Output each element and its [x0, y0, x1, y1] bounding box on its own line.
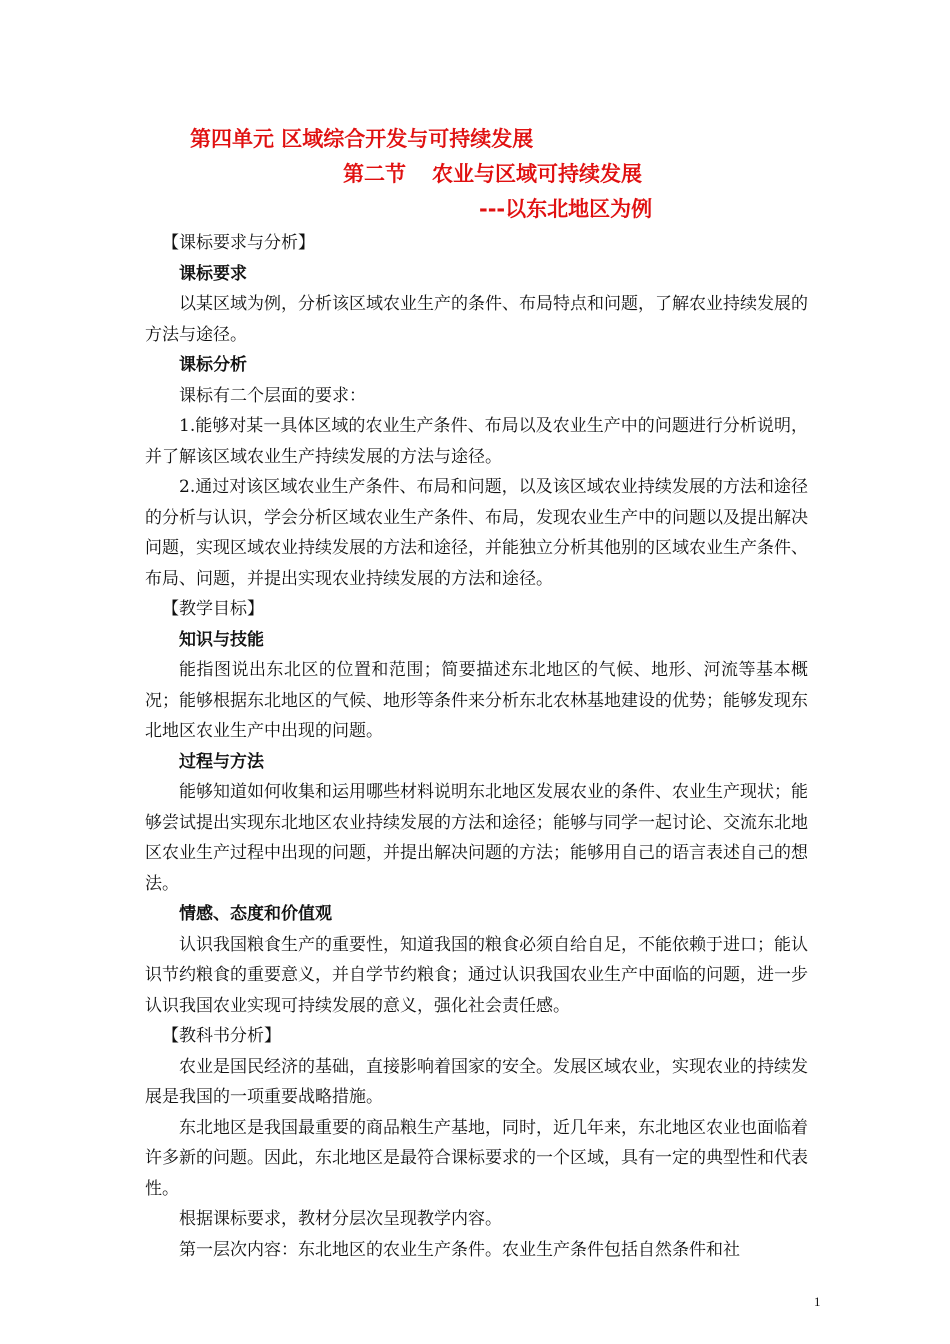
paragraph-knowledge-skills: 能指图说出东北区的位置和范围；简要描述东北地区的气候、地形、河流等基本概况；能够根据东北地区的气候、地形等条件来分析东北农林基地建设的优势；能够发现东北地区农业生产中出现的问题。 [145, 660, 808, 741]
heading-textbook-analysis: 【教科书分析】 [162, 1026, 281, 1046]
paragraph-two-levels: 课标有二个层面的要求： [179, 385, 366, 406]
document-body [145, 228, 808, 1265]
section-title: 农业与区域可持续发展 [432, 162, 642, 186]
page-number: 1 [814, 1294, 821, 1309]
paragraph-emotion-values: 认识我国粮食生产的重要性，知道我国的粮食必须自给自足，不能依赖于进口；能认识节约粮食的重要意义，并自学节约粮食；通过认识我国农业生产中面临的问题，进一步认识我国农业实现可持续发展的意义，强化社会责任感。 [145, 934, 808, 1016]
heading-standard-analysis: 【课标要求与分析】 [162, 233, 315, 253]
heading-emotion-values: 情感、态度和价值观 [179, 904, 332, 924]
paragraph-level-2: 2.通过对该区域农业生产条件、布局和问题，以及该区域农业持续发展的方法和途径的分析与认识，学会分析区域农业生产条件、布局，发现农业生产中的问题以及提出解决问题，实现区域农业持续发展的方法和途径，并能独立分析其他别的区域农业生产条件、布局、问题，并提出实现农业持续发展的方法和途径。 [145, 477, 808, 589]
paragraph-standard-requirement: 以某区域为例，分析该区域农业生产的条件、布局特点和问题，了解农业持续发展的方法与途径。 [145, 294, 808, 345]
unit-title: 第四单元 区域综合开发与可持续发展 [190, 127, 534, 151]
heading-standard-analysis-sub: 课标分析 [179, 355, 247, 375]
paragraph-textbook-2: 东北地区是我国最重要的商品粮生产基地，同时，近几年来，东北地区农业也面临着许多新的问题。因此，东北地区是最符合课标要求的一个区域，具有一定的典型性和代表性。 [145, 1117, 808, 1199]
paragraph-textbook-3: 根据课标要求，教材分层次呈现教学内容。 [179, 1209, 502, 1229]
heading-process-methods: 过程与方法 [179, 751, 264, 772]
paragraph-textbook-4: 第一层次内容：东北地区的农业生产条件。农业生产条件包括自然条件和社 [179, 1239, 740, 1260]
paragraph-level-1: 1.能够对某一具体区域的农业生产条件、布局以及农业生产中的问题进行分析说明，并了解该区域农业生产持续发展的方法与途径。 [145, 416, 808, 467]
heading-teaching-goals: 【教学目标】 [162, 599, 264, 619]
paragraph-textbook-1: 农业是国民经济的基础，直接影响着国家的安全。发展区域农业，实现农业的持续发展是我国的一项重要战略措施。 [145, 1056, 808, 1107]
section-heading [343, 158, 642, 188]
heading-standard-requirement: 课标要求 [179, 263, 247, 284]
heading-knowledge-skills: 知识与技能 [179, 629, 264, 650]
section-number: 第二节 [343, 162, 406, 186]
section-subtitle: ---以东北地区为例 [479, 197, 653, 221]
paragraph-process-methods: 能够知道如何收集和运用哪些材料说明东北地区发展农业的条件、农业生产现状；能够尝试提出实现东北地区农业持续发展的方法和途径；能够与同学一起讨论、交流东北地区农业生产过程中出现的问题，并提出解决问题的方法；能够用自己的语言表述自己的想法。 [145, 782, 808, 894]
